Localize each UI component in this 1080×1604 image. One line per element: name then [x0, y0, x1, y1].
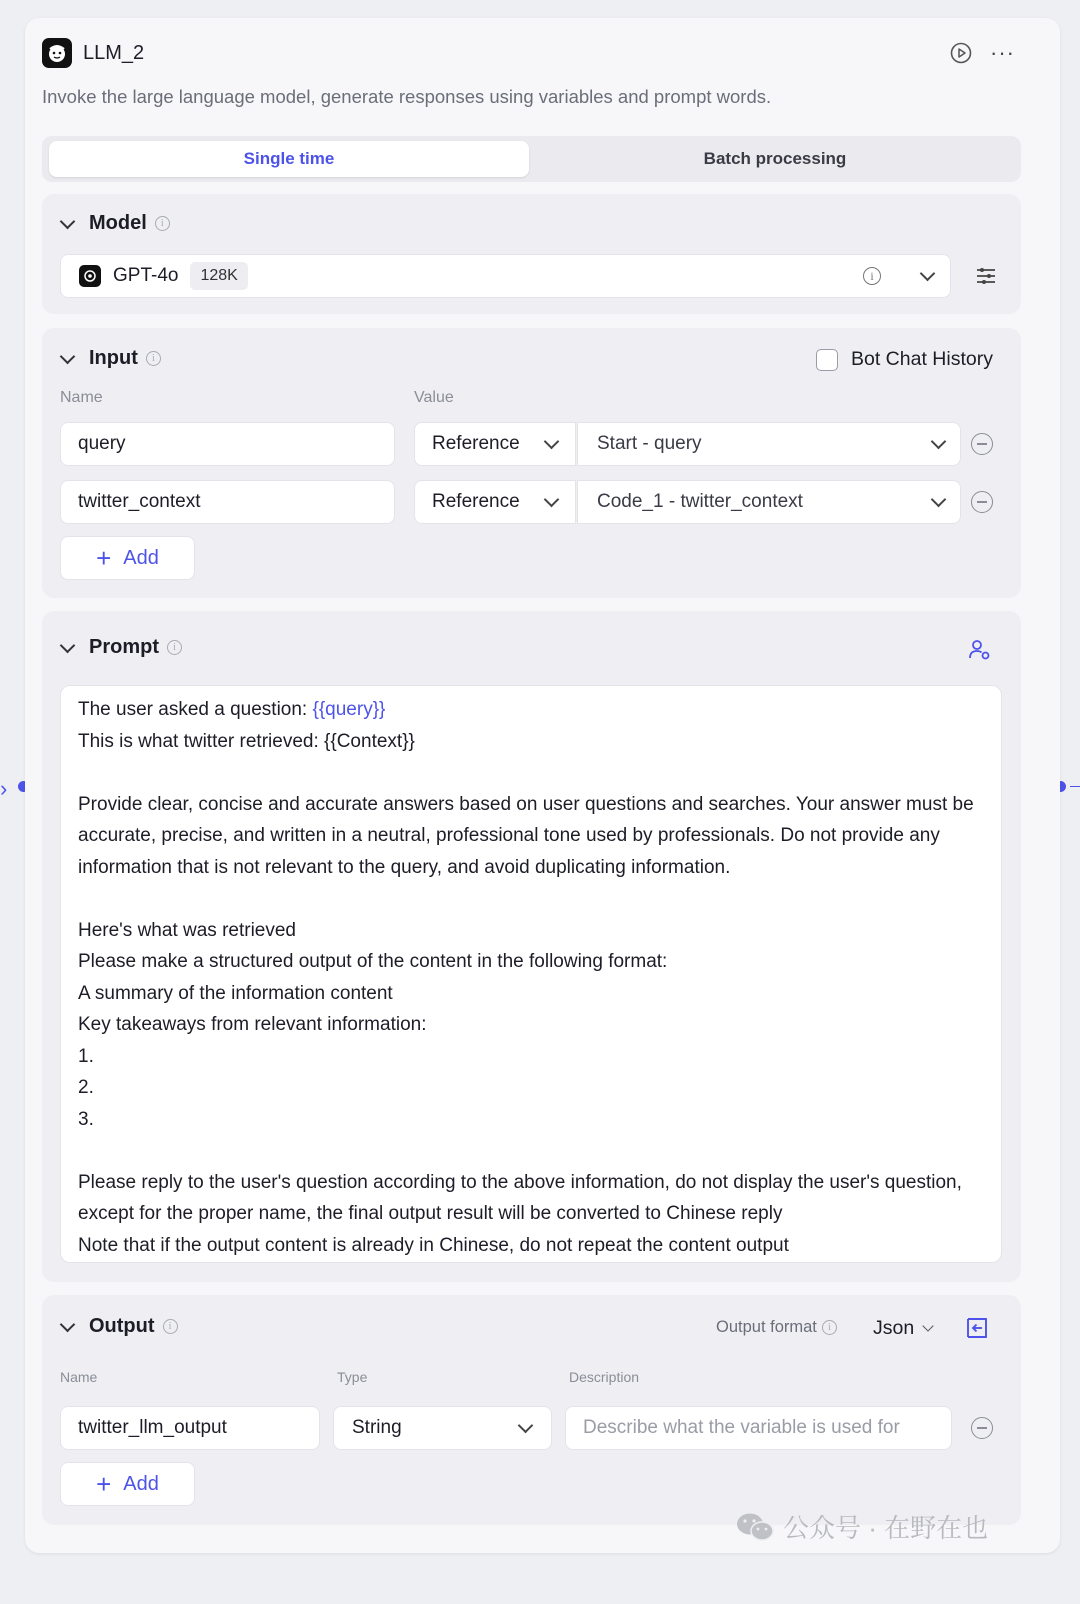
input-reference-select[interactable] [577, 480, 961, 524]
input-reference-value: Start - query [597, 433, 702, 454]
prompt-line: 2. [78, 1077, 94, 1098]
input-name-value: query [78, 433, 126, 454]
model-select[interactable] [60, 254, 951, 298]
chevron-down-icon [923, 1320, 934, 1331]
output-section-header[interactable] [62, 1315, 178, 1338]
add-output-button[interactable] [60, 1462, 195, 1506]
prompt-line: Provide clear, concise and accurate answers based on user questions and searches. Your answer must be accurate, precise, and written in a neutral, professional tone used by professionals. Do not provide any information that is not relevant to the query, and avoid duplicating information. [78, 793, 979, 878]
add-input-label: Add [123, 546, 159, 569]
bot-chat-history-checkbox[interactable] [816, 349, 838, 371]
input-type-select[interactable] [414, 422, 576, 466]
model-context-badge: 128K [190, 262, 247, 290]
node-title[interactable]: LLM_2 [83, 42, 145, 64]
output-format-label-group [716, 1318, 837, 1337]
input-reference-select[interactable] [577, 422, 961, 466]
output-section-title: Output [89, 1315, 155, 1337]
prompt-line: Please make a structured output of the content in the following format: [78, 951, 668, 972]
chevron-down-icon [60, 637, 76, 653]
prompt-line [78, 1135, 984, 1167]
remove-input-icon[interactable] [971, 433, 993, 455]
remove-input-icon[interactable] [971, 491, 993, 513]
output-name-field[interactable] [60, 1406, 320, 1450]
input-type-value: Reference [432, 491, 520, 512]
prompt-line [78, 883, 984, 915]
input-name-field[interactable] [60, 480, 395, 524]
chevron-down-icon [60, 1316, 76, 1332]
prompt-line: 1. [78, 1045, 94, 1067]
output-type-value: String [352, 1417, 402, 1438]
chevron-down-icon [931, 492, 947, 508]
input-value-header: Value [414, 389, 454, 406]
model-section-header[interactable] [62, 212, 170, 235]
remove-output-icon[interactable] [971, 1417, 993, 1439]
input-reference-value: Code_1 - twitter_context [597, 491, 803, 512]
prompt-line: Key takeaways from relevant information: [78, 1014, 427, 1035]
input-section-header[interactable] [62, 347, 161, 370]
openai-logo-icon [79, 265, 101, 287]
prompt-library-icon[interactable] [968, 638, 992, 662]
info-icon: i [822, 1320, 837, 1335]
tab-single-time[interactable]: Single time [49, 141, 529, 177]
output-name-value: twitter_llm_output [78, 1417, 227, 1438]
prompt-line: Here's what was retrieved [78, 919, 296, 941]
model-section-title: Model [89, 212, 147, 234]
model-name: GPT-4o [113, 265, 179, 286]
watermark-text: 公众号 · 在野在也 [783, 1513, 989, 1543]
output-format-value: Json [873, 1317, 915, 1339]
chevron-down-icon [544, 434, 560, 450]
model-info-icon[interactable]: i [863, 267, 881, 285]
more-options-icon[interactable]: ··· [990, 40, 1015, 65]
chevron-down-icon [60, 348, 76, 364]
plus-icon: + [96, 1469, 112, 1499]
bot-chat-history-label: Bot Chat History [851, 348, 993, 370]
prompt-variable: {{query}} [312, 699, 386, 720]
output-type-select[interactable] [333, 1406, 552, 1450]
chevron-down-icon [518, 1418, 534, 1434]
input-name-value: twitter_context [78, 491, 201, 512]
prompt-text: The user asked a question: [78, 699, 313, 720]
prompt-line: This is what twitter retrieved: {{Context}} [78, 730, 415, 752]
input-type-select[interactable] [414, 480, 576, 524]
info-icon: i [146, 351, 161, 366]
chevron-down-icon [60, 213, 76, 229]
prompt-line: 3. [78, 1108, 94, 1130]
input-name-header: Name [60, 389, 103, 406]
watermark [735, 1508, 988, 1545]
output-mapping-icon[interactable] [965, 1317, 989, 1339]
output-description-input[interactable] [565, 1406, 952, 1450]
info-icon: i [163, 1319, 178, 1334]
wechat-icon [735, 1511, 775, 1543]
node-description: Invoke the large language model, generate responses using variables and prompt words. [42, 86, 772, 107]
info-icon: i [155, 216, 170, 231]
prompt-line: Please reply to the user's question according to the above information, do not display the user's question, except for the proper name, the final output result will be converted to Chinese reply [78, 1171, 968, 1224]
add-output-label: Add [123, 1472, 159, 1495]
tab-batch-processing[interactable]: Batch processing [703, 149, 847, 168]
output-description-header: Description [569, 1369, 640, 1385]
output-type-header: Type [337, 1369, 368, 1385]
output-format-label: Output format [716, 1318, 817, 1336]
prompt-section-header[interactable] [62, 636, 182, 659]
prompt-line: Note that if the output content is already in Chinese, do not repeat the content output [78, 1234, 789, 1256]
output-edge [1070, 786, 1080, 787]
output-format-select[interactable] [873, 1317, 932, 1340]
output-description-placeholder: Describe what the variable is used for [583, 1417, 900, 1438]
prompt-editor[interactable] [60, 685, 1002, 1263]
model-settings-icon[interactable] [975, 265, 997, 287]
chevron-down-icon [920, 266, 936, 282]
info-icon: i [167, 640, 182, 655]
chevron-down-icon [544, 492, 560, 508]
chevron-down-icon [931, 434, 947, 450]
input-section-title: Input [89, 347, 138, 369]
node-logo-icon [42, 38, 72, 68]
plus-icon: + [96, 543, 112, 573]
prompt-line: A summary of the information content [78, 982, 393, 1004]
input-port-arrow: › [0, 776, 8, 801]
prompt-line [78, 757, 984, 789]
input-name-field[interactable] [60, 422, 395, 466]
input-type-value: Reference [432, 433, 520, 454]
prompt-line [78, 694, 984, 726]
output-name-header: Name [60, 1369, 98, 1385]
run-icon[interactable] [950, 42, 972, 64]
add-input-button[interactable] [60, 536, 195, 580]
prompt-section-title: Prompt [89, 636, 159, 658]
